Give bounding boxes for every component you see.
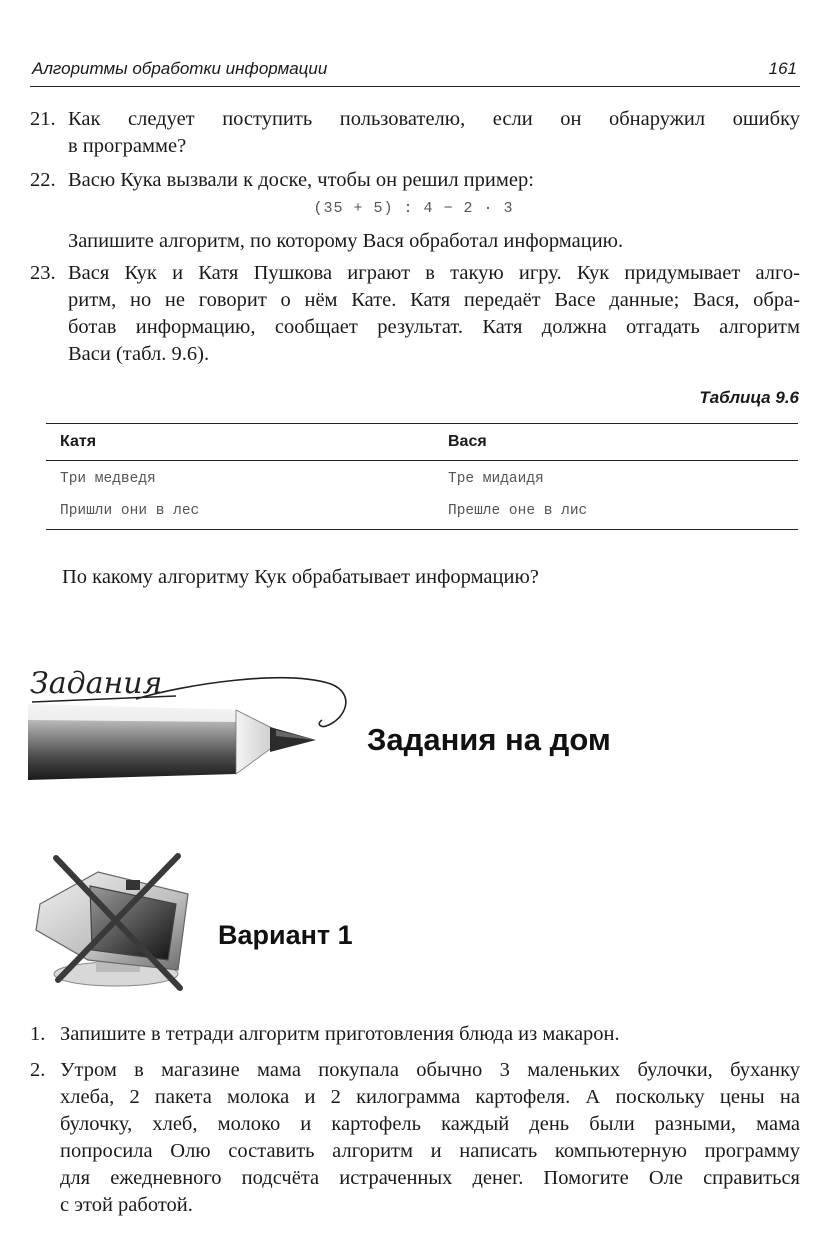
- exercise-22-followup: [30, 228, 800, 255]
- table-caption: Таблица 9.6: [699, 388, 799, 407]
- exercise-22: [30, 167, 800, 194]
- task-1: [30, 1021, 800, 1048]
- exercise-text-line: Как следует поступить пользователю, если он обнаружил ошибку: [68, 108, 800, 130]
- task-text-line: Запишите в тетради алгоритм приготовления блюда из макарон.: [60, 1023, 620, 1045]
- math-expression: (35 + 5) : 4 − 2 · 3: [313, 200, 514, 217]
- exercise-number: 21.: [30, 108, 56, 130]
- exercise-text-line: Запишите алгоритм, по которому Вася обработал информацию.: [68, 230, 624, 252]
- table-header-row: [46, 424, 798, 461]
- table-cell: Тре мидаидя: [448, 471, 544, 487]
- table-cell: Прешле оне в лис: [434, 495, 798, 530]
- section-heading-homework: Задания на дом: [367, 722, 611, 757]
- exercise-text-line: ботав информацию, сообщает результат. Катя должна отгадать алгоритм: [68, 316, 800, 338]
- header-rule: [30, 86, 800, 87]
- variant-heading: Вариант 1: [218, 920, 353, 950]
- homework-icon-label: Задания: [30, 666, 163, 701]
- exercise-text-line: в программе?: [68, 135, 187, 157]
- task-text-line: попросила Олю составить алгоритм и написать компьютерную программу: [60, 1140, 800, 1162]
- page-number: 161: [768, 59, 797, 78]
- task-number: 2.: [30, 1059, 46, 1081]
- exercise-21: [30, 106, 800, 160]
- data-table: [46, 423, 798, 530]
- exercise-text-line: Вася Кук и Катя Пушкова играют в такую игру. Кук придумывает алго-: [68, 262, 800, 284]
- running-header-title: Алгоритмы обработки информации: [32, 59, 328, 78]
- column-header: Вася: [434, 424, 798, 461]
- crossed-computer-icon: [28, 852, 208, 992]
- task-2: [30, 1057, 800, 1219]
- follow-up-question: По какому алгоритму Кук обрабатывает информацию?: [62, 566, 539, 588]
- exercise-23: [30, 260, 800, 368]
- task-text-line: хлеба, 2 пакета молока и 2 килограмма картофеля. А поскольку цены на: [60, 1086, 800, 1108]
- task-number: 1.: [30, 1023, 46, 1045]
- table-cell: Пришли они в лес: [46, 495, 434, 530]
- task-text-line: булочку, хлеб, молоко и картофель каждый день были разными, мама: [60, 1113, 800, 1135]
- exercise-text-line: Васю Кука вызвали к доске, чтобы он решил пример:: [68, 169, 534, 191]
- table-cell: Три медведя: [60, 471, 156, 487]
- exercise-text-line: Васи (табл. 9.6).: [68, 343, 210, 365]
- task-text-line: с этой работой.: [60, 1194, 193, 1216]
- exercise-text-line: ритм, но не говорит о нём Кате. Катя передаёт Васе данные; Вася, обра-: [68, 289, 800, 311]
- table-row: [46, 495, 798, 530]
- task-text-line: Утром в магазине мама покупала обычно 3 маленьких булочки, буханку: [60, 1059, 800, 1081]
- exercise-number: 22.: [30, 169, 56, 191]
- table-row: [46, 461, 798, 496]
- task-text-line: для ежедневного подсчёта истраченных денег. Помогите Оле справиться: [60, 1167, 800, 1189]
- exercise-number: 23.: [30, 262, 56, 284]
- column-header: Катя: [46, 424, 434, 461]
